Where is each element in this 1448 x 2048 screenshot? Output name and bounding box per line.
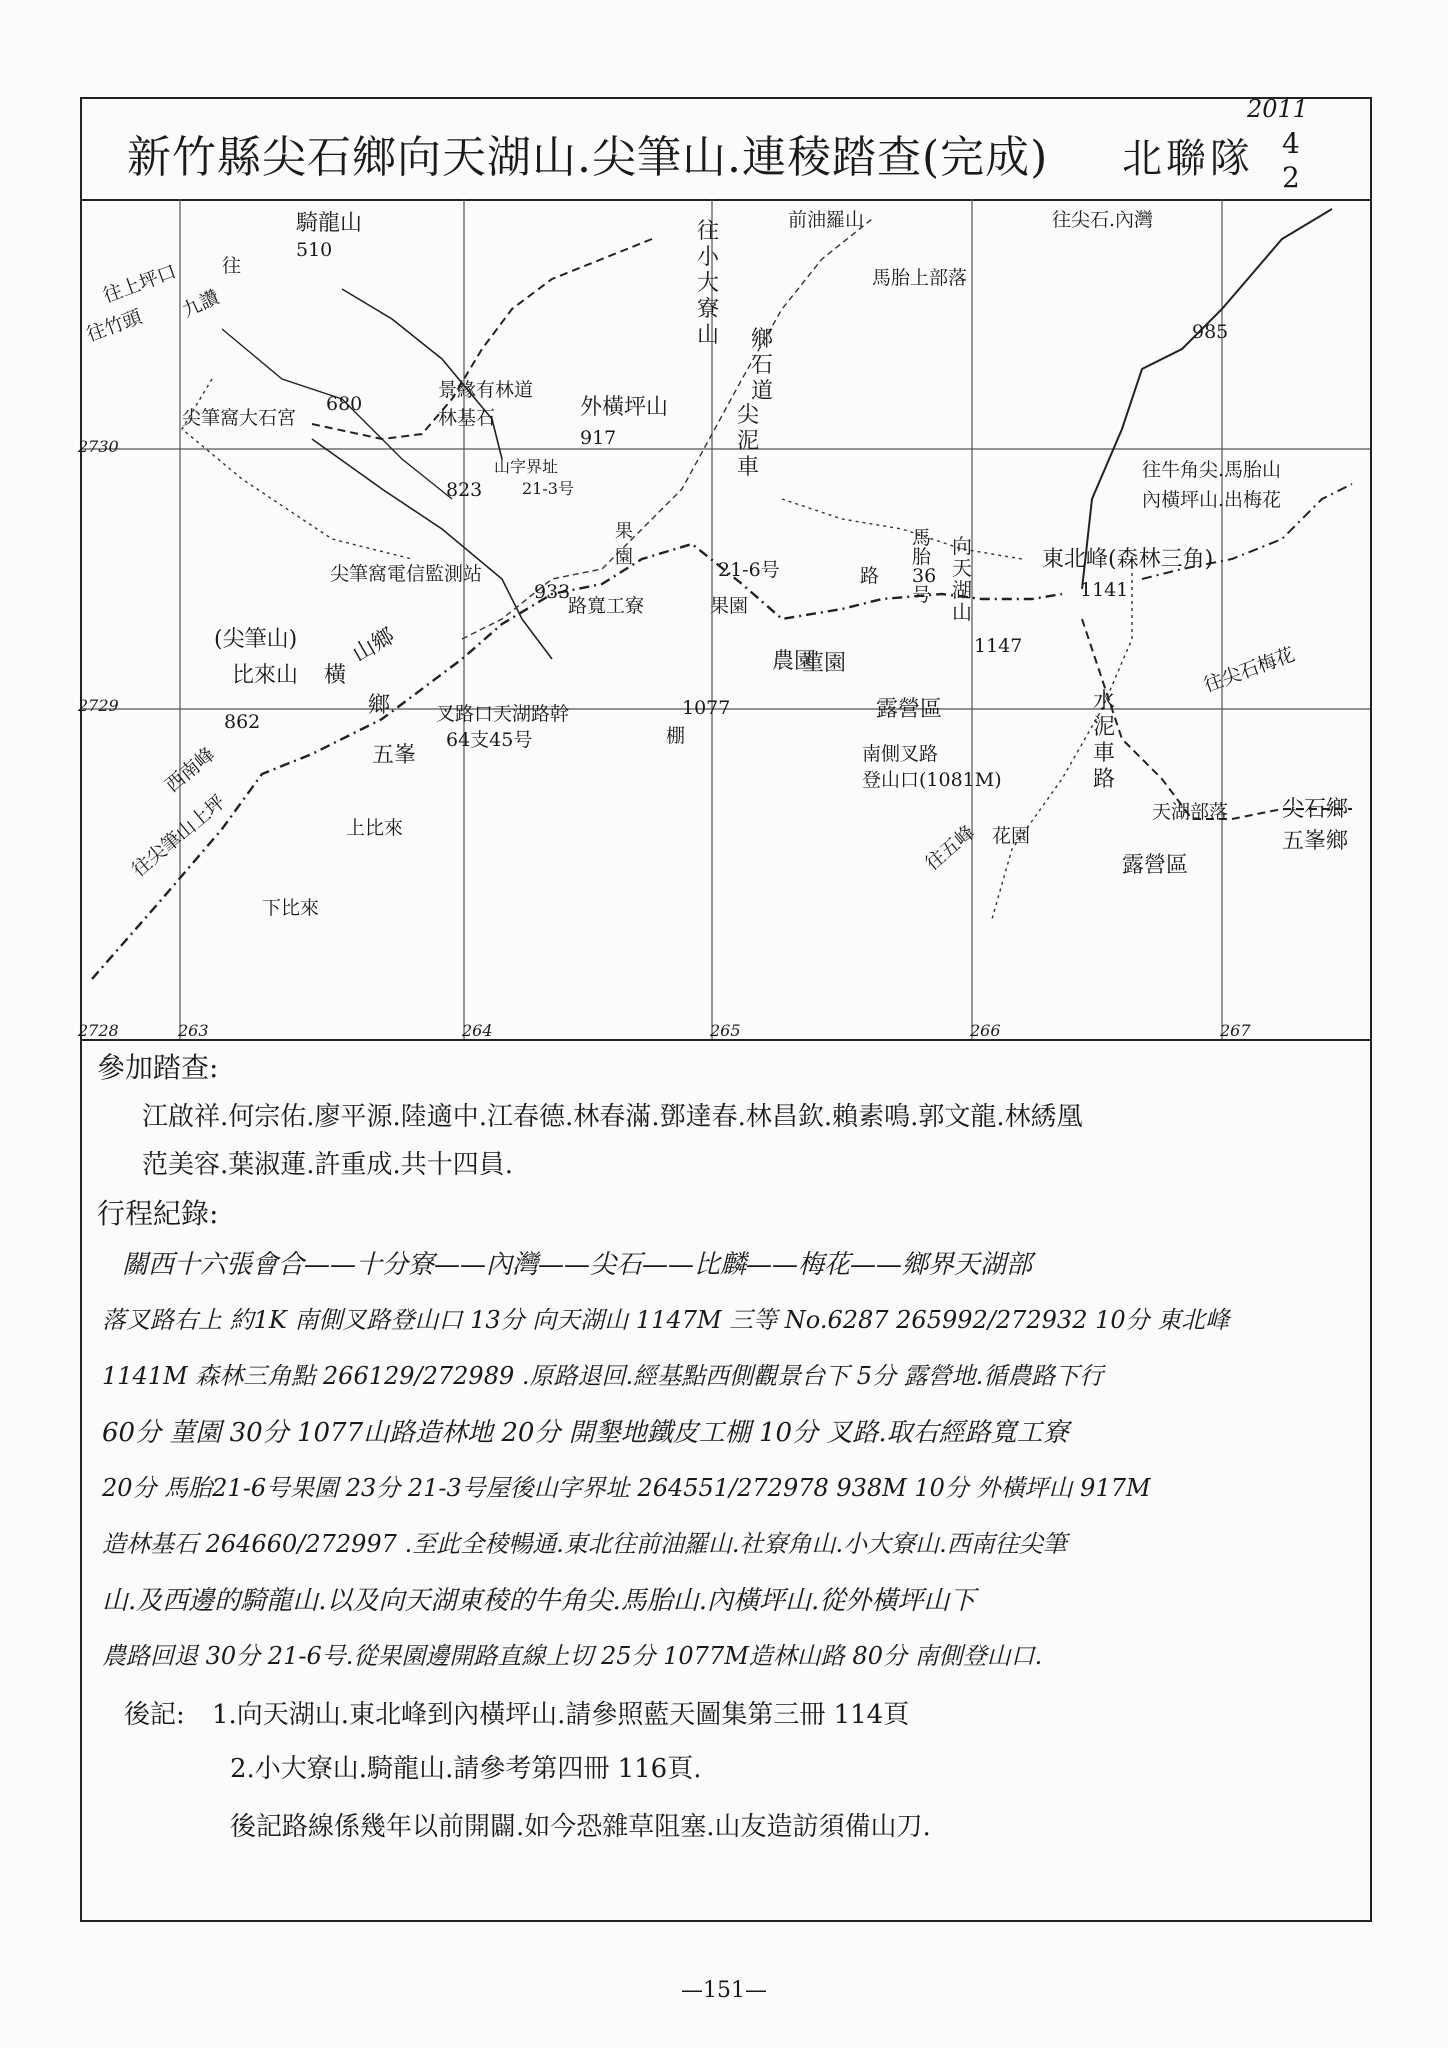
notes-label: 後記: [124, 1700, 185, 1730]
itinerary-line-6: 造林基石 264660/272997 .至此全稜暢通.東北往前油羅山.社寮角山.小大寮山.西南往尖筆 [102, 1530, 1067, 1558]
grid-label-265: 265 [710, 1021, 741, 1040]
label-wang-niujiao: 往牛角尖.馬胎山 [1142, 459, 1282, 481]
label-nanfeng: 西南峰 [161, 743, 220, 797]
label-wang-xiaodazhai: 往小大寮山 [696, 219, 719, 348]
grid-label-267: 267 [1220, 1021, 1251, 1040]
label-chalukou: 叉路口天湖路幹 [436, 703, 570, 725]
label-chayuan: 菫園 [802, 651, 847, 676]
date-year: 2011 [1247, 95, 1309, 123]
itinerary-line-8: 農路回退 30分 21-6号.從果園邊開路直線上切 25分 1077M造林山路 80分 南側登山口. [102, 1642, 1043, 1670]
label-qianyoulushan: 前油羅山 [788, 209, 865, 231]
trail-dotted-1 [182, 379, 412, 559]
date-month: 4 [1282, 127, 1300, 160]
label-peng: 棚 [666, 725, 686, 747]
north-river-wide [342, 289, 502, 459]
label-wang-1: 往 [222, 255, 242, 277]
peak-road [462, 219, 872, 639]
itinerary-line-5: 20分 馬胎21-6号果園 23分 21-3号屋後山字界址 264551/272978 938M 10分 外橫坪山 917M [102, 1474, 1151, 1502]
label-jianbigong: 尖筆窩大石宮 [182, 407, 297, 429]
itinerary-line-3: 1141M 森林三角點 266129/272989 .原路退回.經基點西側觀景台下 5分 露營地.循農路下行 [102, 1362, 1104, 1390]
label-xiang: 鄉 [368, 693, 391, 718]
label-alt917: 917 [580, 427, 617, 449]
label-nongyuan-main: 農園 [772, 649, 817, 674]
date-day: 2 [1282, 161, 1300, 194]
label-qilong-alt: 510 [296, 239, 333, 261]
label-jingsu-lindao: 景緣有林道 [438, 379, 534, 401]
label-jian-shi-che: 尖泥車 [736, 403, 759, 480]
itinerary-line-4: 60分 菫園 30分 1077山路造林地 20分 開墾地鐵皮工棚 10分 叉路.取右經路寬工寮 [102, 1418, 1069, 1448]
label-xiangtianhushan: 向天湖山 [952, 534, 972, 624]
label-guoyuan-1: 果園 [615, 521, 633, 568]
label-alt823: 823 [446, 479, 483, 501]
label-jiu-zan: 九讚 [178, 286, 223, 323]
grid-label-263: 263 [178, 1021, 209, 1040]
label-alt985: 985 [1192, 321, 1229, 343]
grid-label-2729: 2729 [78, 696, 119, 715]
label-lin-ji-shi: 林基石 [438, 407, 496, 429]
label-wang-jianshi-neiwan: 往尖石.內灣 [1052, 209, 1154, 231]
label-no21-3: 21-3号 [522, 479, 574, 498]
label-luqi-gongliao: 路寬工寮 [568, 595, 645, 617]
label-xiabilai: 下比來 [262, 897, 320, 919]
label-alt933: 933 [534, 581, 571, 603]
label-jianshixiang: 尖石鄉 [1282, 797, 1349, 822]
label-maitai36: 馬胎36号 [912, 527, 937, 606]
label-tianhubulo: 天湖部落 [1152, 801, 1229, 823]
grid-label-264: 264 [462, 1021, 493, 1040]
label-guoyuan-2: 果園 [710, 595, 749, 617]
label-luyingqu-1: 露營區 [876, 697, 943, 722]
participants-line-1: 江啟祥.何宗佑.廖平源.陸適中.江春德.林春滿.鄧達春.林昌欽.賴素鳴.郭文龍.林綉凰 [142, 1102, 1083, 1132]
label-dengshankou: 登山口(1081M) [862, 769, 1002, 791]
label-wufengxiang: 五峯鄉 [1282, 829, 1349, 854]
label-neiheng-meihua: 內橫坪山.出梅花 [1142, 489, 1282, 511]
trail-map [78, 199, 1370, 1040]
label-shan-xiang: 山鄉 [348, 623, 400, 668]
itinerary-line-7: 山.及西邊的騎龍山.以及向天湖東稜的牛角尖.馬胎山.內橫坪山.從外橫坪山下 [102, 1586, 976, 1616]
document-title: 新竹縣尖石鄉向天湖山.尖筆山.連稜踏查(完成) [127, 132, 1049, 183]
label-alt1147: 1147 [974, 635, 1023, 657]
grid-label-266: 266 [970, 1021, 1001, 1040]
title-row [82, 95, 1370, 201]
notes-line-1: 1.向天湖山.東北峰到內橫坪山.請參照藍天圖集第三冊 114頁 [212, 1700, 910, 1730]
label-heng: 橫 [324, 663, 347, 688]
map-bottom-border [82, 1039, 1370, 1041]
grid-label-2728: 2728 [78, 1021, 119, 1040]
label-alt1077: 1077 [682, 697, 731, 719]
label-qilongshan: 騎龍山 [296, 211, 363, 236]
label-wang-wufeng: 往五峰 [921, 821, 980, 875]
label-jianbishan-paren: (尖筆山) [214, 627, 298, 652]
itinerary-heading: 行程紀錄: [97, 1197, 219, 1230]
label-lu: 路 [860, 565, 880, 587]
label-nan-chalu: 南側叉路 [862, 743, 939, 765]
label-shanzijie: 山字界址 [494, 457, 559, 476]
label-xiang-shi-dao: 鄉石道 [750, 327, 773, 404]
label-shangbilai: 上比來 [346, 817, 404, 839]
label-no21-6: 21-6号 [718, 559, 780, 581]
notes-line-2: 2.小大寮山.騎龍山.請參考第四冊 116頁. [230, 1754, 702, 1784]
label-maitai-bulo: 馬胎上部落 [872, 267, 968, 289]
grid-label-2730: 2730 [78, 437, 119, 456]
label-wang-zhutou: 往竹頭 [83, 305, 145, 347]
label-luyingqu-2: 露營區 [1122, 853, 1189, 878]
trail-dotted-2 [782, 499, 1022, 559]
sheet-frame [80, 97, 1372, 1922]
label-chalukou-no: 64支45号 [446, 729, 533, 751]
label-alt1141: 1141 [1080, 579, 1129, 601]
label-wang-jianbi-shangping: 往尖筆山上坪 [127, 791, 230, 882]
label-alt680: 680 [326, 393, 363, 415]
team-name: 北聯隊 [1122, 136, 1254, 182]
label-wufeng: 五峯 [372, 743, 417, 768]
participants-heading: 參加踏查: [97, 1051, 219, 1084]
label-alt862: 862 [224, 711, 261, 733]
label-dongbeifeng: 東北峰(森林三角) [1042, 547, 1214, 572]
label-waihengpingshan: 外橫坪山 [580, 395, 669, 420]
east-road [1082, 209, 1332, 589]
label-huayuan: 花園 [992, 825, 1031, 847]
south-road [1082, 619, 1352, 822]
page-number: —151— [681, 1978, 767, 2003]
label-wang-jianshi-meihua: 往尖石梅花 [1200, 643, 1298, 697]
label-wang-toupingkou: 往上坪口 [100, 260, 180, 308]
itinerary-line-2: 落叉路右上 約1K 南側叉路登山口 13分 向天湖山 1147M 三等 No.6287 265992/272932 10分 東北峰 [102, 1306, 1230, 1334]
label-jianbi-jiance: 尖筆窩電信監測站 [330, 563, 483, 585]
notes-line-3: 後記路線係幾年以前開闢.如今恐雜草阻塞.山友造訪須備山刀. [230, 1812, 931, 1842]
participants-line-2: 范美容.葉淑蓮.許重成.共十四員. [142, 1150, 514, 1180]
label-bilaishan: 比來山 [232, 663, 299, 688]
itinerary-line-1: 關西十六張會合——十分寮——內灣——尖石——比麟——梅花——鄉界天湖部 [122, 1250, 1033, 1280]
label-shui-ni-che: 水泥車路 [1092, 689, 1115, 792]
